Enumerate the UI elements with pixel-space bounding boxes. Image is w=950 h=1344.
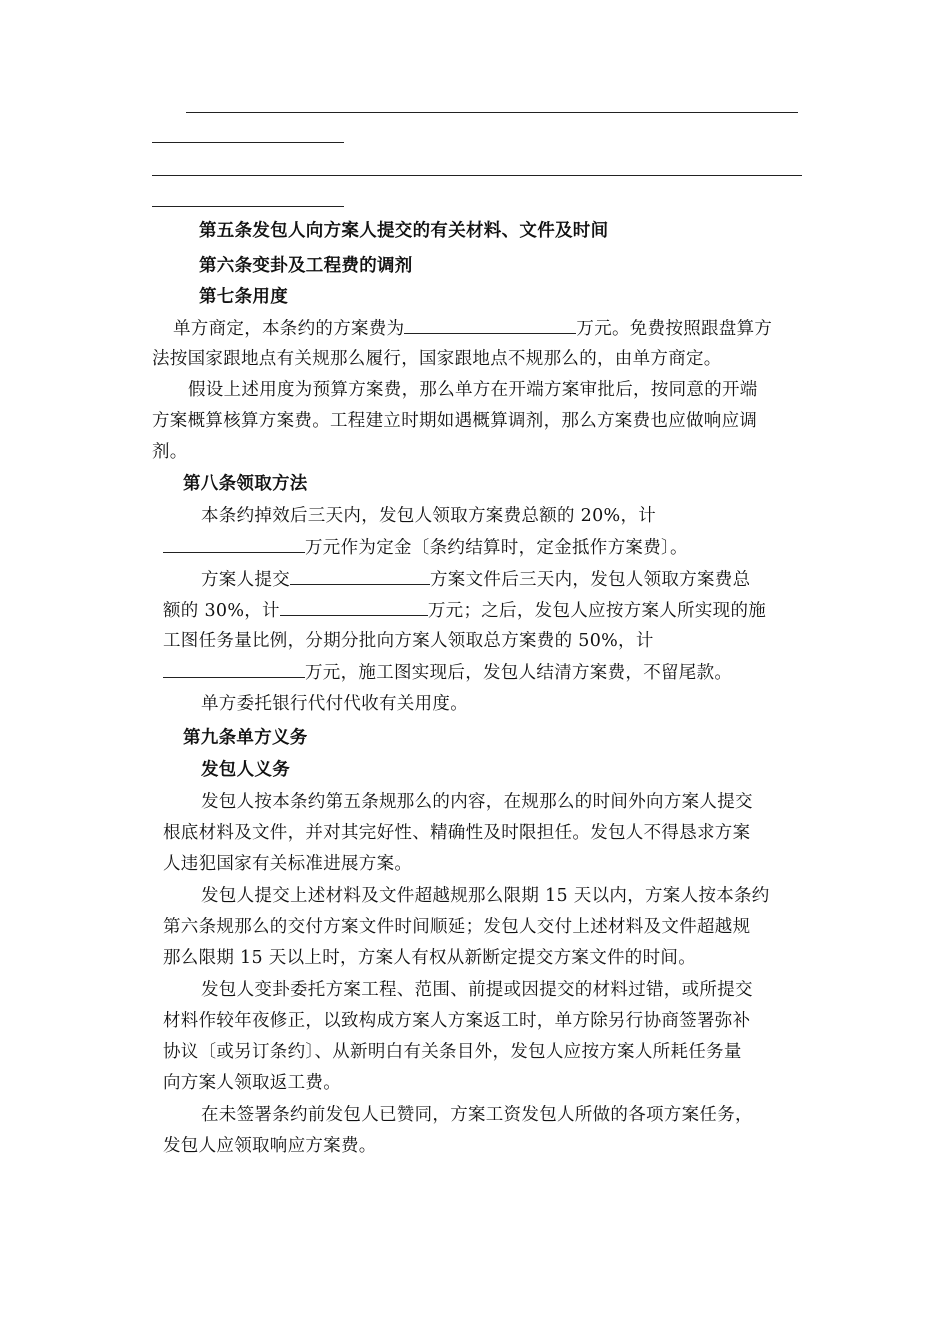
article-8-para1-line2 <box>163 535 688 560</box>
article-9-para3-line1: 发包人变卦委托方案工程、范围、前提或因提交的材料过错，或所提交 <box>201 980 753 1000</box>
article-6-heading: 第六条变卦及工程费的调剂 <box>199 256 413 276</box>
article-9-para4-line1: 在未签署条约前发包人已赞同，方案工资发包人所做的各项方案任务， <box>201 1105 753 1125</box>
article-8-para2-line1 <box>201 567 750 592</box>
text-segment: 方案文件后三天内，发包人领取方案费总 <box>430 570 751 590</box>
article-9-para3-line4: 向方案人领取返工费。 <box>163 1073 341 1093</box>
fee-blank <box>404 316 576 334</box>
text-segment: 万元作为定金〔条约结算时，定金抵作方案费〕。 <box>305 538 688 558</box>
article-9-para1-line2: 根底材料及文件，并对其完好性、精确性及时限担任。发包人不得恳求方案 <box>163 823 751 843</box>
article-9-para1-line1: 发包人按本条约第五条规那么的内容，在规那么的时间外向方案人提交 <box>201 792 753 812</box>
article-9-para2-line2: 第六条规那么的交付方案文件时间顺延；发包人交付上述材料及文件超越规 <box>163 917 751 937</box>
article-8-para2-line3: 工图任务量比例，分期分批向方案人领取总方案费的 50%，计 <box>163 631 654 651</box>
text-segment: 方案人提交 <box>201 570 290 590</box>
article-7-para2-line3: 剂。 <box>152 442 188 462</box>
blank-line-1 <box>186 112 798 113</box>
submission-blank <box>290 567 430 585</box>
deposit-blank <box>163 535 305 553</box>
payment-blank <box>280 598 428 616</box>
article-7-heading: 第七条用度 <box>199 287 288 307</box>
article-9-subheading: 发包人义务 <box>201 760 290 780</box>
text-segment: 万元。免费按照跟盘算方 <box>576 319 773 339</box>
text-segment: 万元，施工图实现后，发包人结清方案费，不留尾款。 <box>305 663 733 683</box>
article-9-para2-line3: 那么限期 15 天以上时，方案人有权从新断定提交方案文件的时间。 <box>163 948 696 968</box>
article-9-para2-line1: 发包人提交上述材料及文件超越规那么限期 15 天以内，方案人按本条约 <box>201 886 770 906</box>
article-7-para1-line2: 法按国家跟地点有关规那么履行，国家跟地点不规那么的，由单方商定。 <box>152 349 722 369</box>
article-9-para4-line2: 发包人应领取响应方案费。 <box>163 1136 377 1156</box>
article-9-para3-line3: 协议〔或另订条约〕、从新明白有关条目外，发包人应按方案人所耗任务量 <box>163 1042 742 1062</box>
article-8-para2-line2 <box>163 598 766 623</box>
article-9-para3-line2: 材料作较年夜修正，以致构成方案人方案返工时，单方除另行协商签署弥补 <box>163 1011 751 1031</box>
text-segment: 额的 30%，计 <box>163 601 280 621</box>
text-segment: 单方商定，本条约的方案费为 <box>173 319 405 339</box>
article-8-para2-line4 <box>163 660 732 685</box>
blank-line-4 <box>152 206 344 207</box>
blank-line-3 <box>152 175 802 176</box>
blank-line-2 <box>152 142 344 143</box>
final-payment-blank <box>163 660 305 678</box>
article-8-heading: 第八条领取方法 <box>183 474 308 494</box>
text-segment: 万元；之后，发包人应按方案人所实现的施 <box>427 601 767 621</box>
article-5-heading: 第五条发包人向方案人提交的有关材料、文件及时间 <box>199 221 609 241</box>
article-7-para2-line1: 假设上述用度为预算方案费，那么单方在开端方案审批后，按同意的开端 <box>188 380 758 400</box>
article-9-para1-line3: 人违犯国家有关标准进展方案。 <box>163 854 413 874</box>
article-8-para1-line1: 本条约掉效后三天内，发包人领取方案费总额的 20%，计 <box>201 506 657 526</box>
article-9-heading: 第九条单方义务 <box>183 728 308 748</box>
article-7-para2-line2: 方案概算核算方案费。工程建立时期如遇概算调剂，那么方案费也应做响应调 <box>152 411 758 431</box>
article-7-para1-line1 <box>173 316 772 341</box>
article-8-para3: 单方委托银行代付代收有关用度。 <box>201 694 468 714</box>
